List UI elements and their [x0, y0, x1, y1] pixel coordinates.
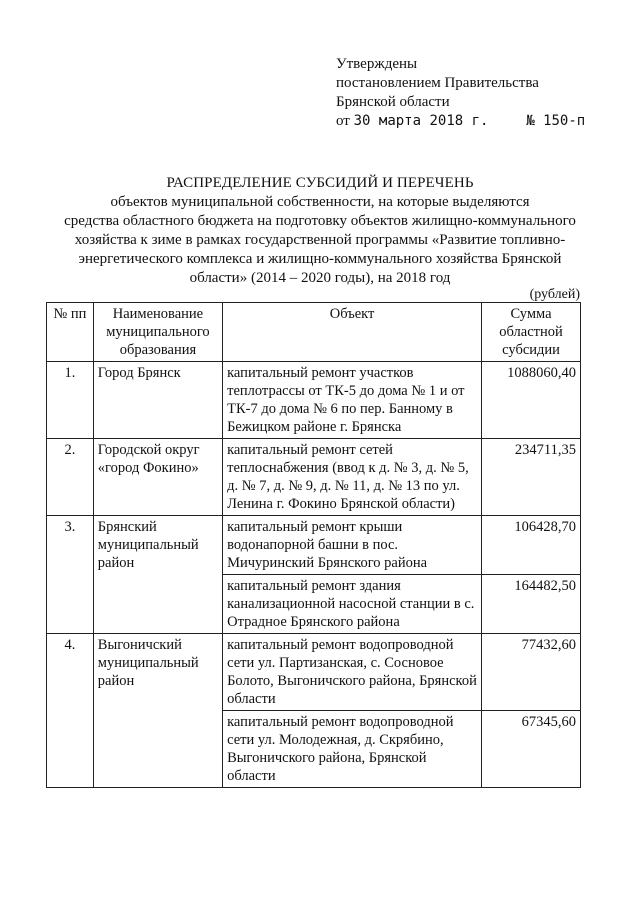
title-line-1: объектов муниципальной собственности, на которые выделяются: [110, 194, 530, 210]
title-line-5: области» (2014 – 2020 годы), на 2018 год: [189, 270, 451, 286]
row-sum: 234711,35: [482, 439, 581, 516]
table-header-row: [47, 303, 581, 362]
subsidies-table: [46, 302, 581, 788]
row-num: 4.: [47, 634, 94, 788]
row-sum: 77432,60: [482, 634, 581, 711]
approval-date-prefix: от: [336, 113, 350, 129]
row-object: капитальный ремонт участков теплотрассы от ТК-5 до дома № 1 и от ТК-7 до дома № 6 по пер. Банному в Бежицком районе г. Брянска: [223, 362, 482, 439]
table-row: [47, 362, 581, 439]
title-line-4: энергетического комплекса и жилищно-коммунального хозяйства Брянской: [78, 251, 562, 267]
header-object: Объект: [223, 303, 482, 362]
row-object: капитальный ремонт здания канализационной насосной станции в с. Отрадное Брянского района: [223, 575, 482, 634]
approval-line-3: Брянской области: [336, 94, 450, 110]
row-num: 1.: [47, 362, 94, 439]
row-sum: 106428,70: [482, 516, 581, 575]
table-row: [47, 634, 581, 711]
approval-line-2: постановлением Правительства: [336, 75, 539, 91]
table-row: [47, 516, 581, 575]
document-title: [40, 174, 600, 288]
table-row: [47, 439, 581, 516]
approval-date-line: [336, 112, 585, 131]
row-municipality: Выгоничский муниципальный район: [93, 634, 222, 788]
row-object: капитальный ремонт водопроводной сети ул. Партизанская, с. Сосновое Болото, Выгоничского района, Брянской области: [223, 634, 482, 711]
approval-line-1: Утверждены: [336, 56, 418, 72]
row-object: капитальный ремонт крыши водонапорной башни в пос. Мичуринский Брянского района: [223, 516, 482, 575]
title-heading: РАСПРЕДЕЛЕНИЕ СУБСИДИЙ И ПЕРЕЧЕНЬ: [166, 175, 474, 191]
approval-date: 30 марта 2018 г.: [353, 113, 489, 129]
header-municipality: Наименование муниципального образования: [93, 303, 222, 362]
header-num: № пп: [47, 303, 94, 362]
row-sum: 164482,50: [482, 575, 581, 634]
row-num: 3.: [47, 516, 94, 634]
row-sum: 1088060,40: [482, 362, 581, 439]
row-num: 2.: [47, 439, 94, 516]
row-municipality: Город Брянск: [93, 362, 222, 439]
currency-unit: (рублей): [529, 287, 580, 302]
header-sum: Сумма областной субсидии: [482, 303, 581, 362]
approval-block: [336, 55, 585, 131]
row-object: капитальный ремонт сетей теплоснабжения (ввод к д. № 3, д. № 5, д. № 7, д. № 9, д. № 11, д. № 13 по ул. Ленина г. Фокино Брянской области): [223, 439, 482, 516]
title-line-3: хозяйства к зиме в рамках государственной программы «Развитие топливно-: [74, 232, 566, 248]
row-municipality: Брянский муниципальный район: [93, 516, 222, 634]
row-sum: 67345,60: [482, 711, 581, 788]
row-municipality: Городской округ «город Фокино»: [93, 439, 222, 516]
row-object: капитальный ремонт водопроводной сети ул. Молодежная, д. Скрябино, Выгоничского района, Брянской области: [223, 711, 482, 788]
title-line-2: средства областного бюджета на подготовку объектов жилищно-коммунального: [64, 213, 576, 229]
approval-number: № 150-п: [526, 113, 586, 129]
